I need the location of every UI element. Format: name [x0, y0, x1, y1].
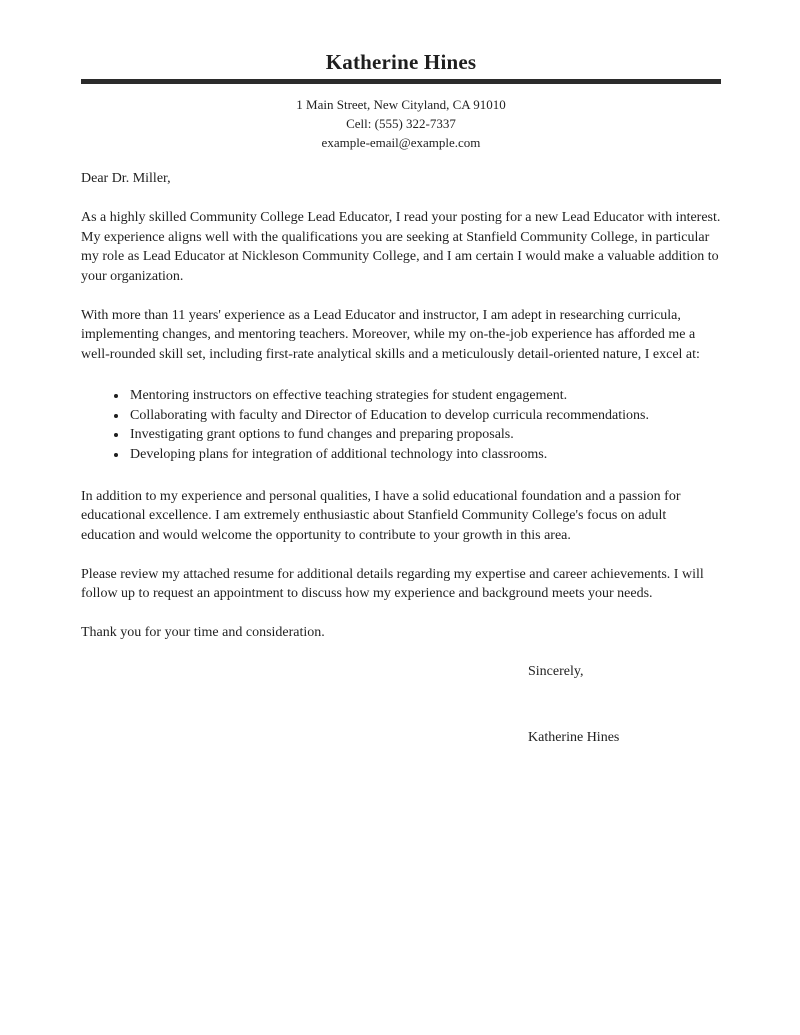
paragraph-thanks: Thank you for your time and consideration. — [81, 625, 325, 641]
paragraph-intro-1: As a highly skilled Community College Lead Educator, I read your posting for a new Lead Educator with interest. My experience aligns well with the qualifications you are seeking at Stanfield Community College, in particular my role as Lead Educator at Nickleson Community College, and I am certain I would make a valuable addition to your organization. — [81, 210, 721, 284]
closing-block — [528, 662, 721, 747]
paragraph-intro-2: With more than 11 years' experience as a Lead Educator and instructor, I am adept in researching curricula, implementing changes, and mentoring teachers. Moreover, while my on-the-job experience has afforded me a well-rounded skill set, including first-rate analytical skills and a meticulously detail-oriented nature, I excel at: — [81, 307, 700, 362]
salutation: Dear Dr. Miller, — [81, 171, 171, 186]
list-item: • Collaborating with faculty and Director of Education to develop curricula recommendations. — [128, 406, 721, 426]
paragraph-closing-2: Please review my attached resume for additional details regarding my expertise and career achievements. I will follow up to request an appointment to discuss how my experience and background meets your needs. — [81, 566, 704, 602]
paragraph-closing-1: In addition to my experience and personal qualities, I have a solid educational foundation and a passion for educational excellence. I am extremely enthusiastic about Stanfield Community College's focus on adult education and would welcome the opportunity to contribute to your growth in this area. — [81, 488, 681, 543]
email-line: example-email@example.com — [321, 135, 481, 150]
letter-body — [81, 169, 721, 747]
list-item: • Mentoring instructors on effective teaching strategies for student engagement. — [128, 386, 721, 406]
list-item: • Developing plans for integration of additional technology into classrooms. — [128, 445, 721, 465]
header-divider — [81, 79, 721, 84]
valediction: Sincerely, — [528, 664, 584, 680]
phone-line: Cell: (555) 322-7337 — [346, 116, 456, 131]
skills-list — [81, 386, 721, 465]
address-line: 1 Main Street, New Cityland, CA 91010 — [296, 97, 506, 112]
list-item: • Investigating grant options to fund changes and preparing proposals. — [128, 425, 721, 445]
contact-info — [81, 95, 721, 152]
signature-name: Katherine Hines — [528, 729, 620, 745]
applicant-name-title: Katherine Hines — [325, 50, 477, 74]
